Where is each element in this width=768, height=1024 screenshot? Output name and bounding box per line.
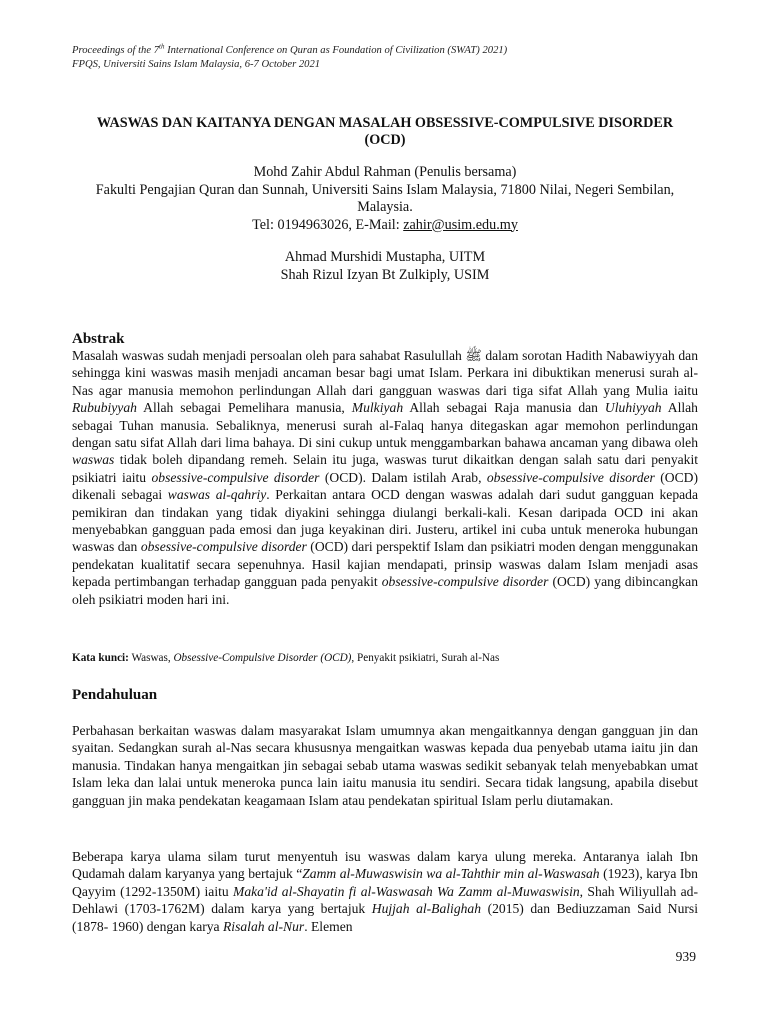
header-line-2: FPQS, Universiti Sains Islam Malaysia, 6-7 October 2021 xyxy=(72,59,321,70)
email-link[interactable]: zahir@usim.edu.my xyxy=(403,216,518,233)
affiliation-1: Fakulti Pengajian Quran dan Sunnah, Universiti Sains Islam Malaysia, 71800 Nilai, Negeri Sembilan, Malaysia. xyxy=(95,181,675,215)
section-heading-pendahuluan: Pendahuluan xyxy=(72,687,158,703)
abstract-body: Masalah waswas sudah menjadi persoalan oleh para sahabat Rasulullah ﷺ dalam sorotan Hadith Nabawiyyah dan sehingga kini waswas masih menjadi ancaman besar bagi umat Islam. Perkara ini dibuktikan menerusi surah al-Nas agar manusia memohon perlindungan Allah dari gangguan waswas dari tiga sifat Allah yang Mulia iaitu Rububiyyah Allah sebagai Pemelihara manusia, Mulkiyah Allah sebagai Raja manusia dan Uluhiyyah Allah sebagai Tuhan manusia. Sebaliknya, menerusi surah al-Falaq hanya ditegaskan agar memohon perlindungan dengan satu sifat Allah dari lima bahaya. Di sini cukup untuk menggambarkan bahawa ancaman yang dibawa oleh waswas tidak boleh dipandang remeh. Selain itu juga, waswas turut dikaitkan dengan salah satu dari penyakit psikiatri iaitu obsessive-compulsive disorder (OCD). Dalam istilah Arab, obsessive-compulsive disorder (OCD) dikenali sebagai waswas al-qahriy. Perkaitan antara OCD dengan waswas adalah dari sudut gangguan kepada pemikiran dan tindakan yang tidak diyakini sehingga diulangi berkali-kali. Kesan daripada OCD ini akan menyebabkan gangguan pada emosi dan juga keyakinan diri. Justeru, artikel ini cuba untuk meneroka hubungan waswas dan obsessive-compulsive disorder (OCD) dari perspektif Islam dan psikiatri moden dengan menggunakan pendekatan kualitatif secara sepenuhnya. Hasil kajian mendapati, prinsip waswas dalam Islam menjadi asas kepada pertimbangan terhadap gangguan pada penyakit obsessive-compulsive disorder (OCD) yang dibincangkan oleh psikiatri moden hari ini. xyxy=(72,348,698,607)
author-1: Mohd Zahir Abdul Rahman (Penulis bersama) xyxy=(253,164,517,180)
keywords-label: Kata kunci: xyxy=(72,652,129,664)
author-block xyxy=(72,164,698,284)
paper-title xyxy=(72,115,698,149)
page-number: 939 xyxy=(675,949,696,964)
title-line-1: WASWAS DAN KAITANYA DENGAN MASALAH OBSESSIVE-COMPULSIVE DISORDER xyxy=(96,115,674,131)
author-2: Ahmad Murshidi Mustapha, UITM xyxy=(284,249,486,265)
abstract-heading: Abstrak xyxy=(72,331,125,347)
running-header xyxy=(72,44,712,72)
author-3: Shah Rizul Izyan Bt Zulkiply, USIM xyxy=(280,266,490,283)
keywords-line: Kata kunci: Waswas, Obsessive-Compulsive Disorder (OCD), Penyakit psikiatri, Surah al-Nas xyxy=(72,652,500,664)
intro-paragraph-1: Perbahasan berkaitan waswas dalam masyarakat Islam umumnya akan mengaitkannya dengan gangguan jin dan syaitan. Sedangkan surah al-Nas secara khususnya mengaitkan waswas kepada dua penyebab utama iaitu jin dan manusia. Tindakan hanya mengaitkan jin sebagai sebab utama waswas sedikit sebanyak telah menyebabkan umat Islam leka dan lalai untuk meneroka punca lain iaitu manusia itu sendiri. Secara tidak langsung, apabila disebut gangguan jin maka pendekatan keagamaan Islam atau pendekatan spiritual Islam perlu diutamakan. xyxy=(72,723,698,808)
header-line-1: Proceedings of the 7th International Conference on Quran as Foundation of Civilization (SWAT) 2021) xyxy=(72,42,508,56)
contact-line: Tel: 0194963026, E-Mail: zahir@usim.edu.my xyxy=(252,216,518,233)
intro-paragraph-2: Beberapa karya ulama silam turut menyentuh isu waswas dalam karya ulung mereka. Antaranya ialah Ibn Qudamah dalam karyanya yang bertajuk “Zamm al-Muwaswisin wa al-Tahthir min al-Waswasah (1923), karya Ibn Qayyim (1292-1350M) iaitu Maka'id al-Shayatin fi al-Waswasah Wa Zamm al-Muwaswisin, Shah Wiliyullah ad-Dehlawi (1703-1762M) dalam karya yang bertajuk Hujjah al-Balighah (2015) dan Bediuzzaman Said Nursi (1878- 1960) dengan karya Risalah al-Nur. Elemen xyxy=(72,849,698,934)
title-line-2: (OCD) xyxy=(364,132,406,148)
